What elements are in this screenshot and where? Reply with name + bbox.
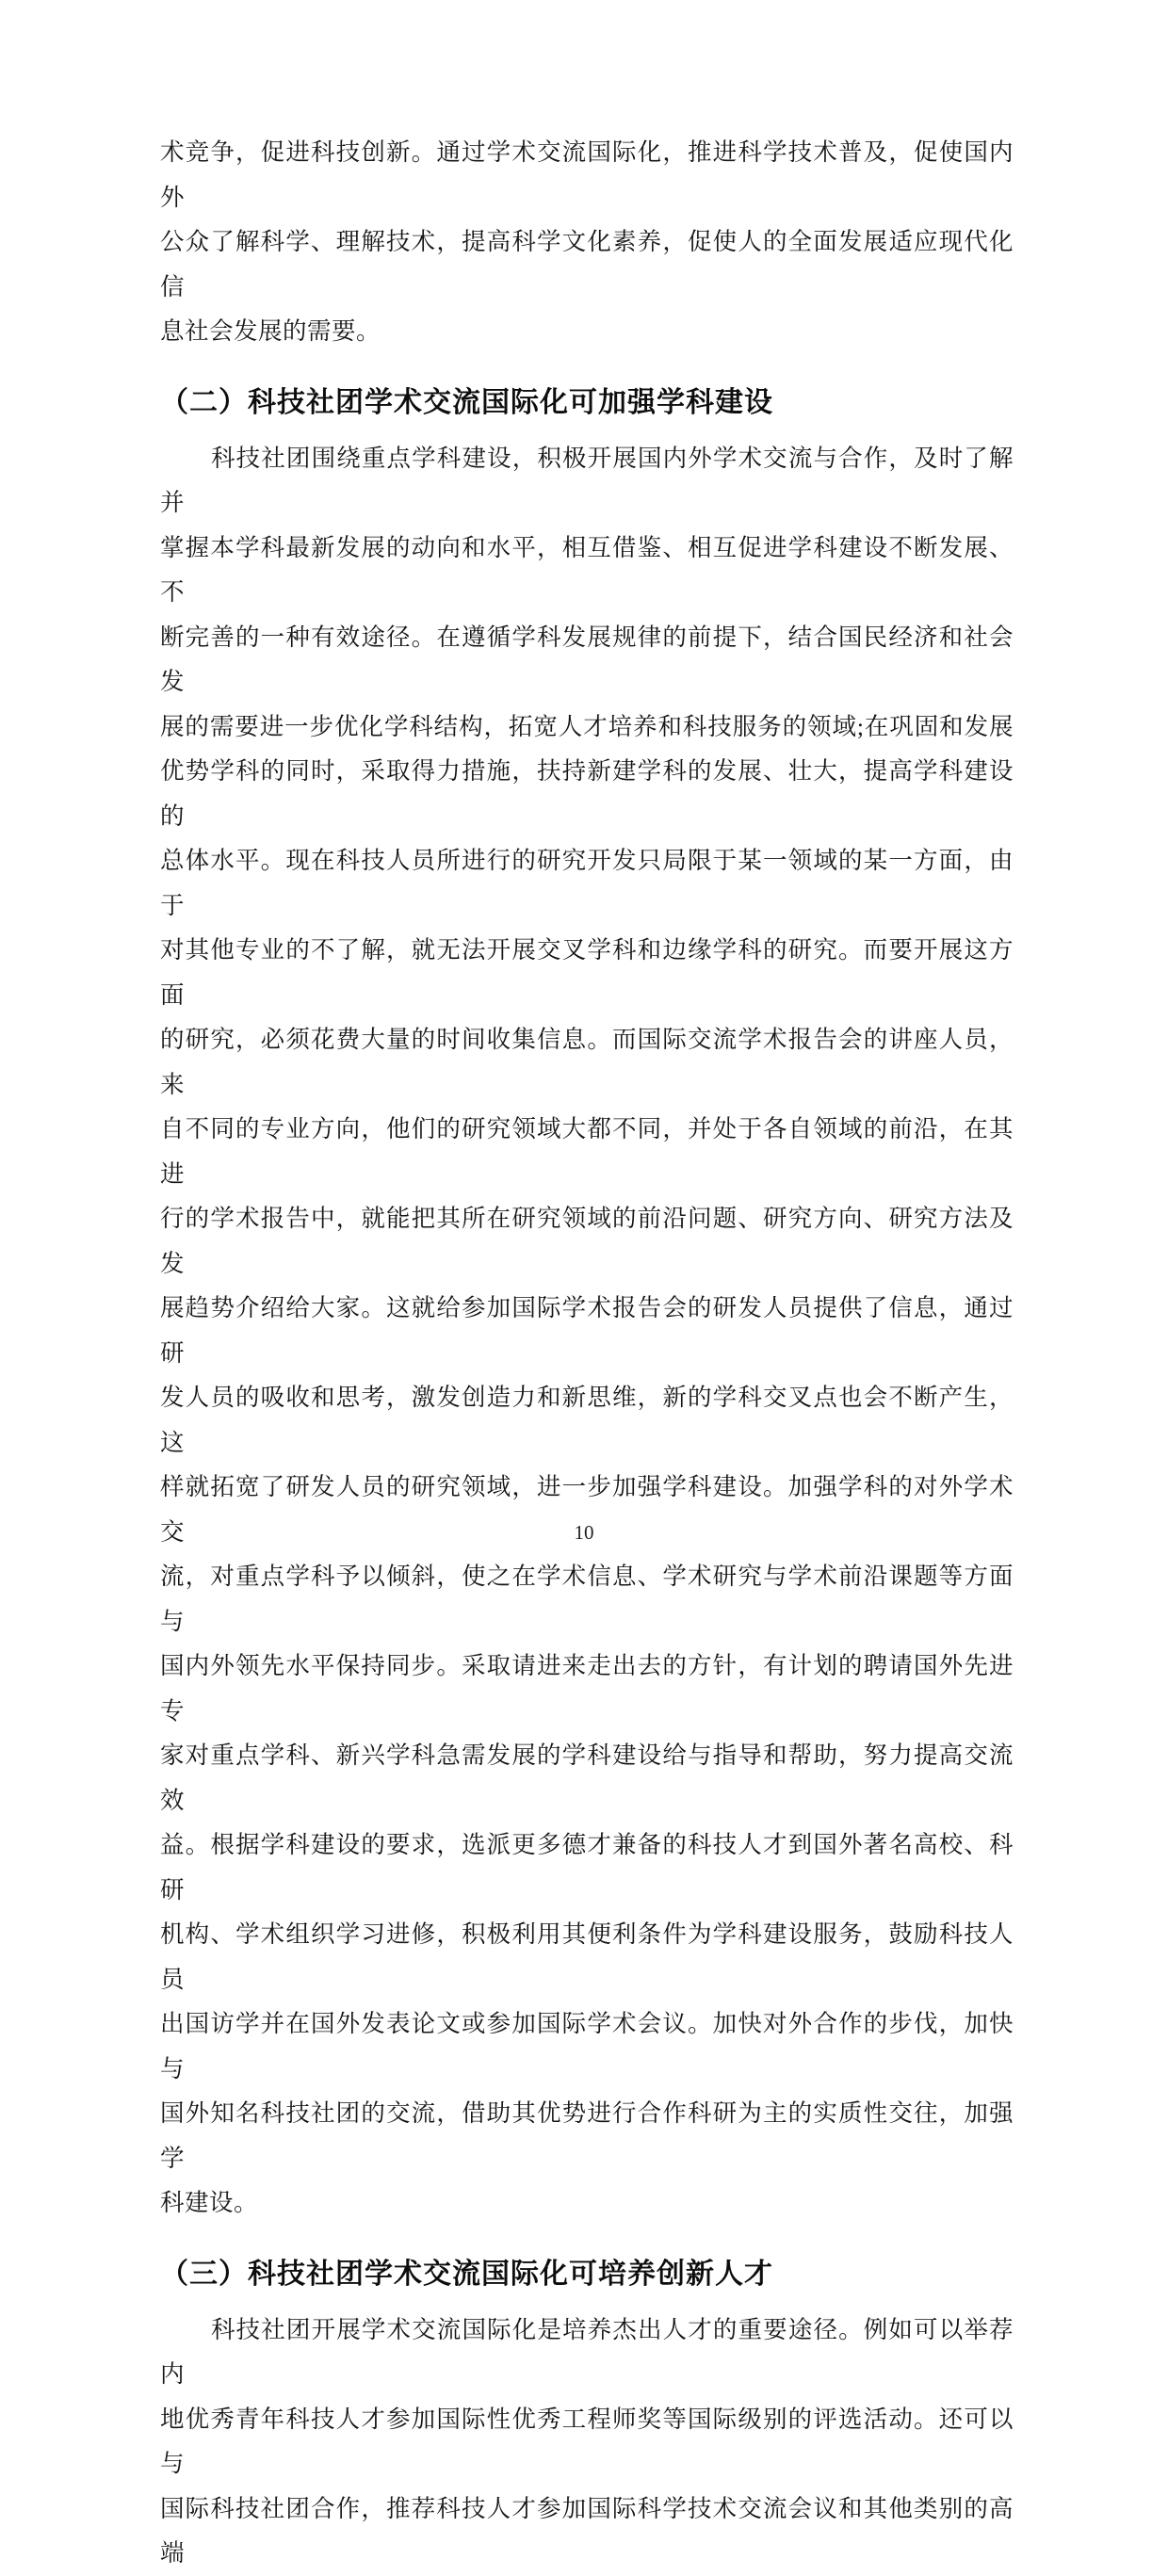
text-line: 术竞争，促进科技创新。通过学术交流国际化，推进科学技术普及，促使国内外: [160, 138, 1014, 211]
page-number: 10: [574, 1521, 594, 1544]
text-line: 掌握本学科最新发展的动向和水平，相互借鉴、相互促进学科建设不断发展、不: [160, 533, 1014, 606]
text-line: 科技社团围绕重点学科建设，积极开展国内外学术交流与合作，及时了解并: [160, 444, 1014, 516]
text-line: 地优秀青年科技人才参加国际性优秀工程师奖等国际级别的评选活动。还可以与: [160, 2405, 1014, 2477]
text-line: 出国访学并在国外发表论文或参加国际学术会议。加快对外合作的步伐，加快与: [160, 2010, 1014, 2082]
text-line: 国内外领先水平保持同步。采取请进来走出去的方针，有计划的聘请国外先进专: [160, 1652, 1014, 1725]
text-line: 展的需要进一步优化学科结构，拓宽人才培养和科技服务的领域;在巩固和发展: [160, 712, 1014, 740]
text-line: 机构、学术组织学习进修，积极利用其便利条件为学科建设服务，鼓励科技人员: [160, 1920, 1014, 1993]
text-line: 发人员的吸收和思考，激发创造力和新思维，新的学科交叉点也会不断产生，这: [160, 1384, 1014, 1456]
text-line: 科技社团开展学术交流国际化是培养杰出人才的重要途径。例如可以举荐内: [160, 2315, 1014, 2388]
text-line: 国外知名科技社团的交流，借助其优势进行合作科研为主的实质性交往，加强学: [160, 2099, 1014, 2172]
paragraph-section-2: [160, 436, 1014, 2226]
text-line: 展趋势介绍给大家。这就给参加国际学术报告会的研发人员提供了信息，通过研: [160, 1294, 1014, 1367]
text-line: 优势学科的同时，采取得力措施，扶持新建学科的发展、壮大，提高学科建设的: [160, 757, 1014, 830]
section-heading-3: （三）科技社团学术交流国际化可培养创新人才: [160, 2258, 773, 2290]
text-line: 总体水平。现在科技人员所进行的研究开发只局限于某一领域的某一方面，由于: [160, 847, 1014, 919]
text-line: 公众了解科学、理解技术，提高科学文化素养，促使人的全面发展适应现代化信: [160, 228, 1014, 300]
text-line: 息社会发展的需要。: [160, 317, 381, 345]
paragraph-continued: [160, 130, 1014, 354]
text-line: 国际科技社团合作，推荐科技人才参加国际科学技术交流会议和其他类别的高端: [160, 2494, 1014, 2567]
text-line: 对其他专业的不了解，就无法开展交叉学科和边缘学科的研究。而要开展这方面: [160, 936, 1014, 1009]
text-line: 益。根据学科建设的要求，选派更多德才兼备的科技人才到国外著名高校、科研: [160, 1831, 1014, 1904]
text-line: 自不同的专业方向，他们的研究领域大都不同，并处于各自领域的前沿，在其进: [160, 1115, 1014, 1188]
text-line: 样就拓宽了研发人员的研究领域，进一步加强学科建设。加强学科的对外学术交: [160, 1473, 1014, 1546]
text-line: 科建设。: [160, 2189, 259, 2216]
text-line: 的研究，必须花费大量的时间收集信息。而国际交流学术报告会的讲座人员，来: [160, 1026, 1014, 1098]
text-line: 行的学术报告中，就能把其所在研究领域的前沿问题、研究方向、研究方法及发: [160, 1205, 1014, 1277]
paragraph-section-3: [160, 2308, 1014, 2576]
text-line: 流，对重点学科予以倾斜，使之在学术信息、学术研究与学术前沿课题等方面与: [160, 1563, 1014, 1635]
section-heading-2: （二）科技社团学术交流国际化可加强学科建设: [160, 386, 773, 418]
text-line: 断完善的一种有效途径。在遵循学科发展规律的前提下，结合国民经济和社会发: [160, 623, 1014, 695]
page-body: [160, 130, 1014, 2576]
text-line: 家对重点学科、新兴学科急需发展的学科建设给与指导和帮助，努力提高交流效: [160, 1742, 1014, 1814]
